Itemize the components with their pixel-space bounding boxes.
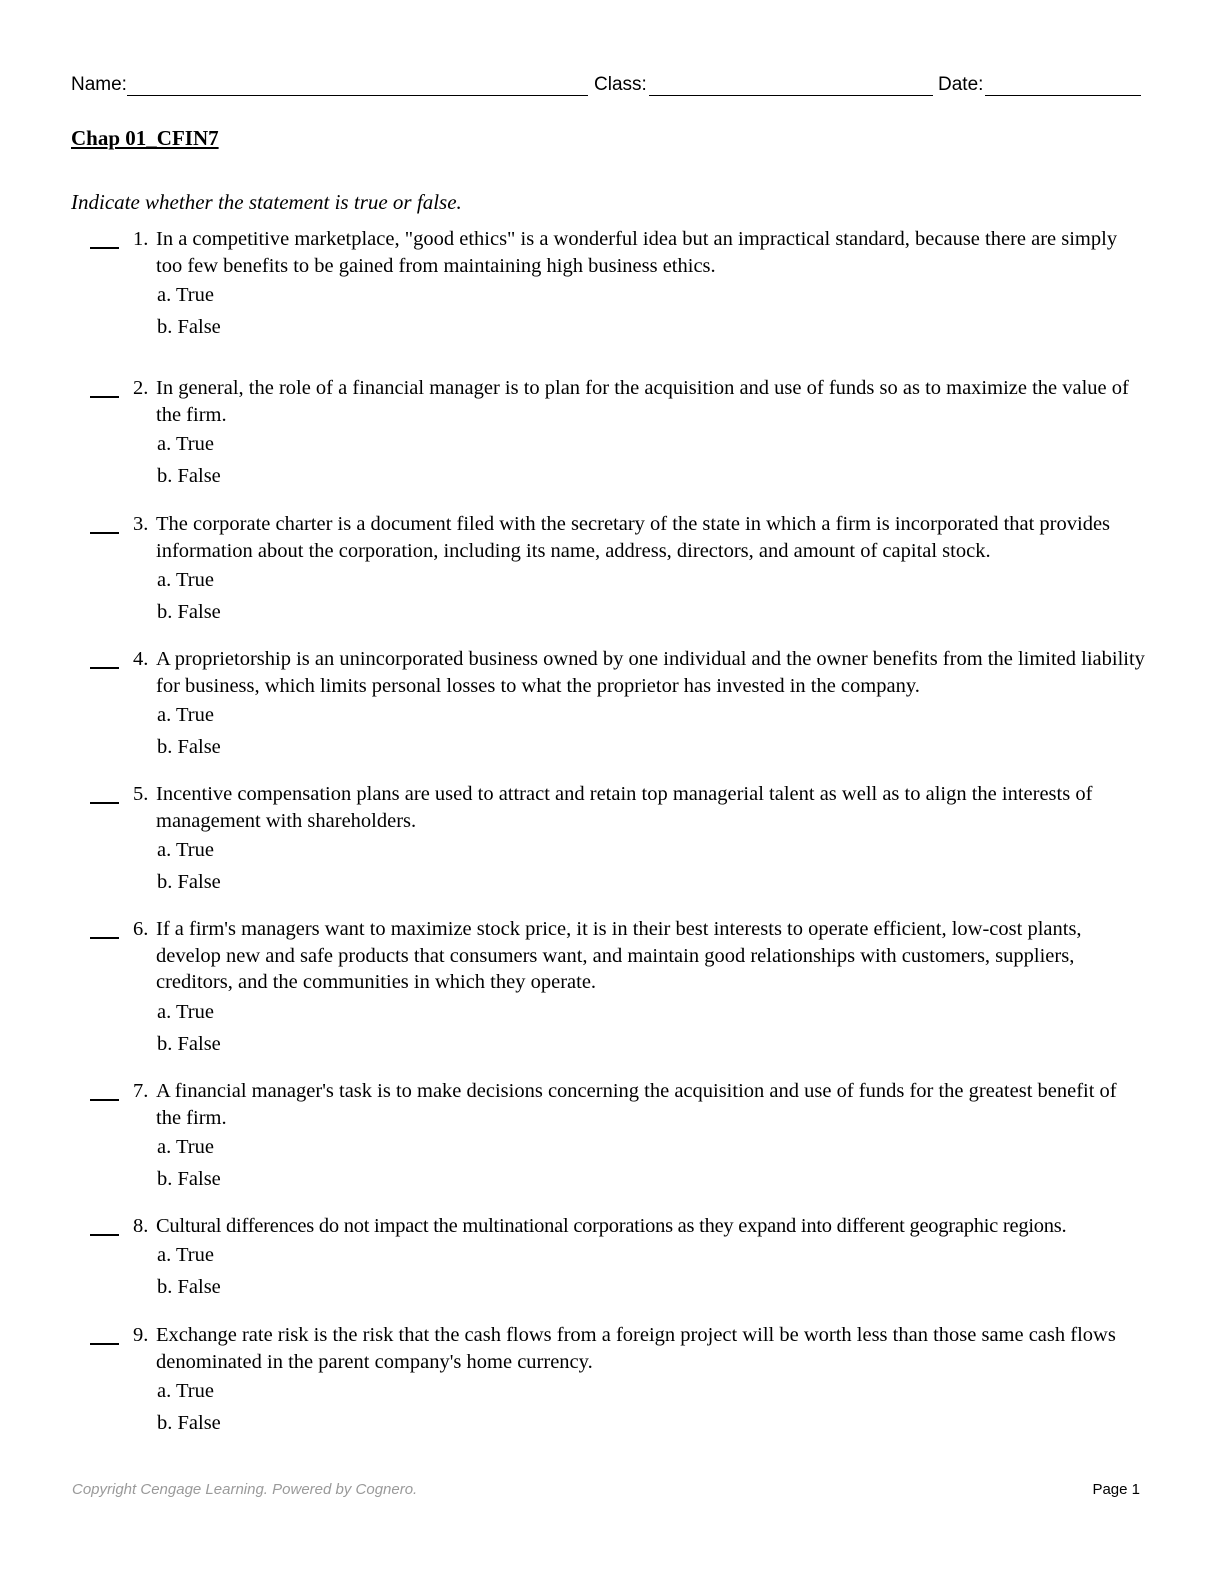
question-number: 5. — [133, 783, 149, 805]
answer-blank[interactable] — [90, 650, 119, 669]
option-true[interactable]: a. True — [157, 569, 214, 591]
option-true[interactable]: a. True — [157, 1136, 214, 1158]
option-true[interactable]: a. True — [157, 1001, 214, 1023]
question-text: The corporate charter is a document filed with the secretary of the state in which a firm is incorporated that provides information about the corporation, including its name, address, directors, and amount of capital stock. — [156, 513, 1111, 562]
question-number: 9. — [133, 1324, 149, 1346]
name-label: Name: — [71, 74, 127, 95]
question-number: 1. — [133, 228, 149, 250]
option-true[interactable]: a. True — [157, 433, 214, 455]
answer-blank[interactable] — [90, 515, 119, 534]
class-blank[interactable] — [649, 95, 933, 96]
answer-blank[interactable] — [90, 920, 119, 939]
instructions-text: Indicate whether the statement is true or false. — [71, 190, 462, 214]
header-fields — [71, 74, 1141, 98]
answer-blank[interactable] — [90, 379, 119, 398]
answer-blank[interactable] — [90, 1326, 119, 1345]
question-text: A proprietorship is an unincorporated business owned by one individual and the owner benefits from the limited liability for business, which limits personal losses to what the proprietor has invested in the company. — [156, 648, 1145, 697]
question-text: Cultural differences do not impact the multinational corporations as they expand into different geographic regions. — [156, 1215, 1067, 1237]
question-number: 8. — [133, 1215, 149, 1237]
option-true[interactable]: a. True — [157, 284, 214, 306]
date-blank[interactable] — [985, 95, 1141, 96]
option-false[interactable]: b. False — [157, 1168, 221, 1190]
class-label: Class: — [594, 74, 647, 95]
option-true[interactable]: a. True — [157, 704, 214, 726]
option-true[interactable]: a. True — [157, 839, 214, 861]
answer-blank[interactable] — [90, 230, 119, 249]
option-false[interactable]: b. False — [157, 465, 221, 487]
page-title: Chap 01_CFIN7 — [71, 126, 219, 150]
question-text: In general, the role of a financial manager is to plan for the acquisition and use of funds so as to maximize the value of the firm. — [156, 377, 1129, 426]
name-blank[interactable] — [127, 95, 588, 96]
date-label: Date: — [938, 74, 984, 95]
option-true[interactable]: a. True — [157, 1244, 214, 1266]
option-false[interactable]: b. False — [157, 316, 221, 338]
question-number: 3. — [133, 513, 149, 535]
option-false[interactable]: b. False — [157, 1412, 221, 1434]
question-text: Exchange rate risk is the risk that the cash flows from a foreign project will be worth less than those same cash flows denominated in the parent company's home currency. — [156, 1324, 1116, 1373]
option-true[interactable]: a. True — [157, 1380, 214, 1402]
option-false[interactable]: b. False — [157, 1033, 221, 1055]
question-number: 7. — [133, 1080, 149, 1102]
question-number: 4. — [133, 648, 149, 670]
question-number: 2. — [133, 377, 149, 399]
question-text: In a competitive marketplace, "good ethics" is a wonderful idea but an impractical standard, because there are simply too few benefits to be gained from maintaining high business ethics. — [156, 228, 1118, 277]
question-number: 6. — [133, 918, 149, 940]
option-false[interactable]: b. False — [157, 736, 221, 758]
option-false[interactable]: b. False — [157, 871, 221, 893]
option-false[interactable]: b. False — [157, 601, 221, 623]
answer-blank[interactable] — [90, 785, 119, 804]
answer-blank[interactable] — [90, 1082, 119, 1101]
option-false[interactable]: b. False — [157, 1276, 221, 1298]
page-number: Page 1 — [1092, 1481, 1140, 1498]
footer-copyright: Copyright Cengage Learning. Powered by Cognero. — [72, 1481, 418, 1498]
question-text: If a firm's managers want to maximize stock price, it is in their best interests to operate efficient, low-cost plants, develop new and safe products that consumers want, and maintain good relationships with customers, suppliers, creditors, and the communities in which they operate. — [156, 918, 1082, 993]
question-text: A financial manager's task is to make decisions concerning the acquisition and use of funds for the greatest benefit of the firm. — [156, 1080, 1117, 1129]
question-text: Incentive compensation plans are used to attract and retain top managerial talent as well as to align the interests of management with shareholders. — [156, 783, 1093, 832]
answer-blank[interactable] — [90, 1217, 119, 1236]
